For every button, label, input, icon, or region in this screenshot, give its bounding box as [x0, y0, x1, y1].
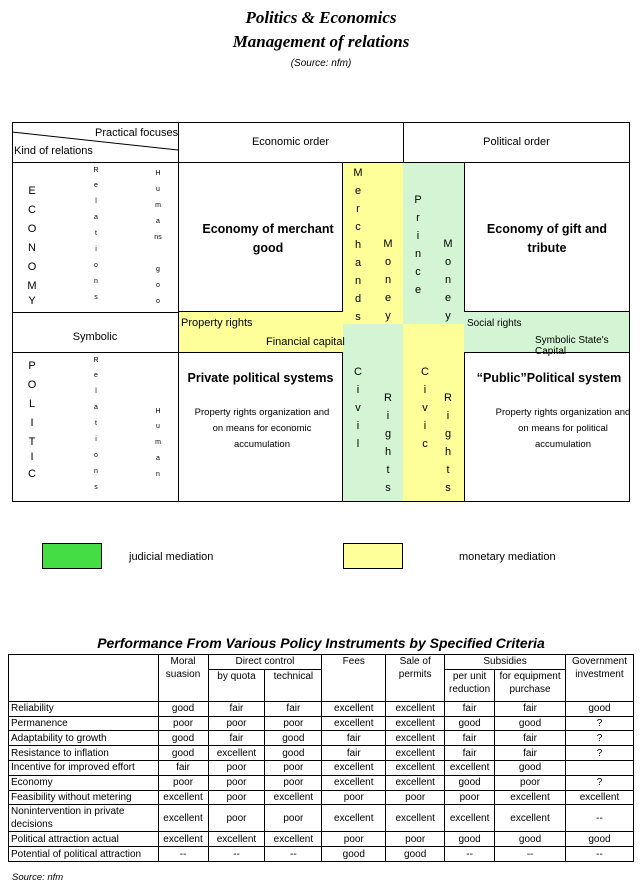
- rating-cell: --: [208, 847, 265, 862]
- rating-cell: poor: [158, 716, 208, 731]
- rating-cell: excellent: [322, 805, 386, 832]
- table-header-row-1: [9, 655, 634, 670]
- table-row: [9, 701, 634, 716]
- rating-cell: poor: [386, 832, 445, 847]
- rating-cell: --: [565, 805, 633, 832]
- rating-cell: good: [322, 847, 386, 862]
- header-fees: Fees: [322, 655, 386, 702]
- table-row: [9, 716, 634, 731]
- rating-cell: excellent: [386, 775, 445, 790]
- header-technical: technical: [265, 669, 322, 701]
- rating-cell: excellent: [265, 832, 322, 847]
- header-sale: Sale of permits: [386, 655, 445, 702]
- political-order-header: Political order: [483, 136, 550, 148]
- rating-cell: poor: [208, 805, 265, 832]
- rating-cell: fair: [208, 701, 265, 716]
- performance-table: [8, 654, 634, 862]
- legend-judicial-label: judicial mediation: [129, 551, 214, 563]
- rating-cell: excellent: [386, 760, 445, 775]
- rating-cell: excellent: [322, 760, 386, 775]
- rating-cell: fair: [495, 701, 566, 716]
- rating-cell: excellent: [495, 805, 566, 832]
- rating-cell: poor: [208, 790, 265, 805]
- rating-cell: excellent: [158, 832, 208, 847]
- rating-cell: excellent: [322, 775, 386, 790]
- rating-cell: excellent: [386, 805, 445, 832]
- rating-cell: fair: [322, 746, 386, 761]
- rating-cell: poor: [208, 716, 265, 731]
- title-line-1: Politics & Economics: [245, 8, 397, 27]
- rating-cell: good: [565, 701, 633, 716]
- rating-cell: poor: [495, 775, 566, 790]
- rating-cell: good: [158, 701, 208, 716]
- rating-cell: good: [158, 746, 208, 761]
- criterion-cell: Feasibility without metering: [9, 790, 159, 805]
- criterion-cell: Adaptability to growth: [9, 731, 159, 746]
- header-moral: Moral suasion: [158, 655, 208, 702]
- social-rights-label: Social rights: [467, 318, 522, 329]
- private-political-desc: Property rights organization and on means for economic accumulation: [194, 407, 330, 450]
- table-row: [9, 805, 634, 832]
- rating-cell: excellent: [445, 805, 495, 832]
- corner-top-label: Practical focuses: [95, 127, 179, 139]
- rating-cell: fair: [158, 760, 208, 775]
- rating-cell: good: [495, 716, 566, 731]
- rating-cell: good: [386, 847, 445, 862]
- rating-cell: good: [158, 731, 208, 746]
- corner-bottom-label: Kind of relations: [14, 145, 93, 157]
- header-direct-control: Direct control: [208, 655, 322, 670]
- rating-cell: poor: [265, 775, 322, 790]
- rating-cell: poor: [265, 805, 322, 832]
- rating-cell: poor: [322, 832, 386, 847]
- merchant-good-title: Economy of merchant good: [202, 222, 334, 255]
- rating-cell: poor: [386, 790, 445, 805]
- symbolic-label: Symbolic: [72, 331, 118, 343]
- rating-cell: poor: [208, 760, 265, 775]
- criterion-cell: Economy: [9, 775, 159, 790]
- rating-cell: good: [445, 716, 495, 731]
- rating-cell: fair: [445, 746, 495, 761]
- rating-cell: fair: [445, 701, 495, 716]
- header-equipment: for equipment purchase: [495, 669, 566, 701]
- criterion-cell: Potential of political attraction: [9, 847, 159, 862]
- rating-cell: ?: [565, 716, 633, 731]
- criterion-cell: Reliability: [9, 701, 159, 716]
- rating-cell: --: [265, 847, 322, 862]
- legend-monetary-label: monetary mediation: [459, 551, 556, 563]
- property-rights-label: Property rights: [181, 317, 253, 329]
- criterion-cell: Permanence: [9, 716, 159, 731]
- rating-cell: excellent: [386, 731, 445, 746]
- legend-green-swatch: [42, 543, 102, 569]
- criterion-cell: Incentive for improved effort: [9, 760, 159, 775]
- table-row: [9, 760, 634, 775]
- rating-cell: poor: [322, 790, 386, 805]
- rating-cell: good: [495, 832, 566, 847]
- header-per-unit: per unit reduction: [445, 669, 495, 701]
- header-by-quota: by quota: [208, 669, 265, 701]
- rating-cell: fair: [495, 746, 566, 761]
- criterion-cell: Political attraction actual: [9, 832, 159, 847]
- rating-cell: poor: [445, 790, 495, 805]
- rating-cell: excellent: [565, 790, 633, 805]
- rating-cell: --: [565, 847, 633, 862]
- table-row: [9, 775, 634, 790]
- rating-cell: ?: [565, 775, 633, 790]
- rating-cell: good: [265, 731, 322, 746]
- rating-cell: excellent: [386, 701, 445, 716]
- legend-yellow-swatch: [343, 543, 403, 569]
- rating-cell: fair: [322, 731, 386, 746]
- rating-cell: poor: [158, 775, 208, 790]
- rating-cell: --: [445, 847, 495, 862]
- public-political-desc: Property rights organization and on means for political accumulation: [495, 407, 631, 450]
- private-political-title: Private political systems: [187, 371, 334, 385]
- public-political-title: “Public”Political system: [476, 371, 622, 385]
- table-row: [9, 746, 634, 761]
- financial-capital-label: Financial capital: [266, 336, 345, 348]
- rating-cell: excellent: [322, 716, 386, 731]
- title-line-2: Management of relations: [232, 32, 410, 51]
- rating-cell: excellent: [322, 701, 386, 716]
- source-note: (Source: nfm): [290, 58, 352, 69]
- table-title: Performance From Various Policy Instruments by Specified Criteria: [97, 635, 545, 651]
- table-row: [9, 847, 634, 862]
- rating-cell: good: [495, 760, 566, 775]
- rating-cell: excellent: [495, 790, 566, 805]
- gift-tribute-title: Economy of gift and tribute: [486, 222, 608, 255]
- rating-cell: fair: [208, 731, 265, 746]
- table-row: [9, 790, 634, 805]
- rating-cell: excellent: [386, 716, 445, 731]
- criterion-cell: Resistance to inflation: [9, 746, 159, 761]
- rating-cell: --: [495, 847, 566, 862]
- rating-cell: fair: [265, 701, 322, 716]
- row-divider-2: [12, 312, 178, 313]
- rating-cell: good: [265, 746, 322, 761]
- rating-cell: excellent: [158, 805, 208, 832]
- rating-cell: fair: [445, 731, 495, 746]
- rating-cell: excellent: [265, 790, 322, 805]
- header-subsidies: Subsidies: [445, 655, 566, 670]
- rating-cell: poor: [265, 716, 322, 731]
- rating-cell: excellent: [208, 746, 265, 761]
- rating-cell: excellent: [208, 832, 265, 847]
- table-source: Source: nfm: [12, 872, 64, 883]
- rating-cell: ?: [565, 731, 633, 746]
- header-government: Government investment: [565, 655, 633, 702]
- rating-cell: good: [445, 775, 495, 790]
- rating-cell: poor: [208, 775, 265, 790]
- rating-cell: [565, 760, 633, 775]
- economic-order-header: Economic order: [251, 136, 330, 148]
- row-divider-3: [12, 352, 178, 353]
- criterion-cell: Nonintervention in private decisions: [9, 805, 159, 832]
- rating-cell: fair: [495, 731, 566, 746]
- rating-cell: excellent: [158, 790, 208, 805]
- rating-cell: excellent: [445, 760, 495, 775]
- rating-cell: ?: [565, 746, 633, 761]
- rating-cell: excellent: [386, 746, 445, 761]
- rating-cell: poor: [265, 760, 322, 775]
- symbolic-state-capital-label: Symbolic State's Capital: [535, 335, 609, 357]
- rating-cell: good: [565, 832, 633, 847]
- table-row: [9, 731, 634, 746]
- rating-cell: good: [445, 832, 495, 847]
- rating-cell: --: [158, 847, 208, 862]
- table-row: [9, 832, 634, 847]
